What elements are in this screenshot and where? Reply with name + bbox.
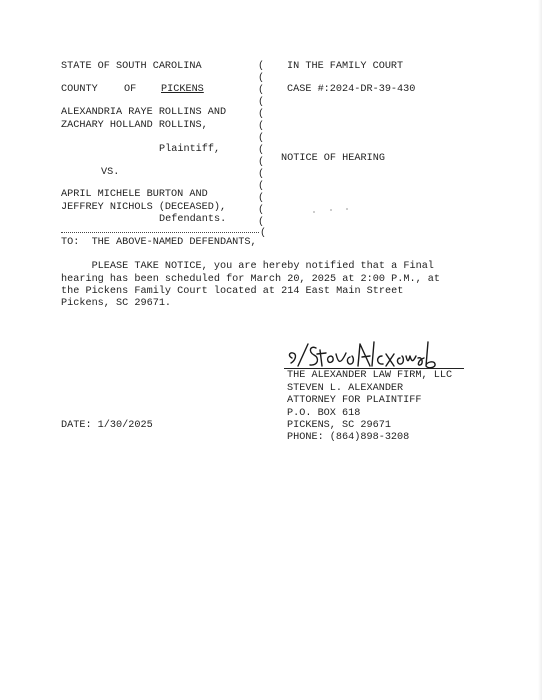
caption-paren: ( (258, 85, 265, 96)
signature-line (284, 368, 464, 369)
plaintiff-role: Plaintiff, (159, 144, 221, 155)
scan-speck (330, 209, 332, 211)
attorney-role: ATTORNEY FOR PLAINTIFF (287, 395, 422, 406)
caption-paren: ( (258, 133, 265, 144)
caption-paren: ( (258, 157, 265, 168)
case-number: CASE #:2024-DR-39-430 (287, 84, 416, 95)
date-line: DATE: 1/30/2025 (61, 420, 153, 431)
caption-paren: ( (258, 73, 265, 84)
document-title: NOTICE OF HEARING (281, 153, 385, 164)
county-label: COUNTY (61, 84, 98, 95)
county-name: PICKENS (161, 84, 204, 95)
caption-paren: ( (258, 217, 265, 228)
caption-paren: ( (258, 205, 265, 216)
caption-divider (61, 232, 259, 233)
firm-name: THE ALEXANDER LAW FIRM, LLC (287, 370, 453, 381)
caption-paren: ( (258, 181, 265, 192)
scan-edge-shadow (538, 0, 542, 700)
scan-speck (346, 208, 348, 210)
caption-paren: ( (260, 228, 267, 239)
county-of: OF (124, 84, 137, 95)
notice-body-line: PLEASE TAKE NOTICE, you are hereby notified that a Final (61, 261, 434, 272)
plaintiff-name-line1: ALEXANDRIA RAYE ROLLINS AND (61, 107, 227, 118)
caption-paren: ( (258, 121, 265, 132)
caption-paren: ( (258, 169, 265, 180)
defendant-name-line2: JEFFREY NICHOLS (DECEASED), (61, 202, 227, 213)
caption-paren: ( (258, 61, 265, 72)
state-label: STATE OF SOUTH CAROLINA (61, 61, 202, 72)
caption-paren: ( (258, 193, 265, 204)
city-state-zip: PICKENS, SC 29671 (287, 420, 391, 431)
notice-body-line: Pickens, SC 29671. (61, 298, 172, 309)
scan-speck (313, 211, 315, 213)
phone-number: PHONE: (864)898-3208 (287, 432, 410, 443)
caption-paren: ( (258, 109, 265, 120)
plaintiff-name-line2: ZACHARY HOLLAND ROLLINS, (61, 120, 208, 131)
notice-body-line: hearing has been scheduled for March 20, 2025 at 2:00 P.M., at (61, 274, 441, 285)
addressee-line: TO: THE ABOVE-NAMED DEFENDANTS, (61, 237, 257, 248)
caption-paren: ( (258, 97, 265, 108)
court-label: IN THE FAMILY COURT (287, 61, 404, 72)
po-box: P.O. BOX 618 (287, 408, 361, 419)
defendant-role: Defendants. (159, 214, 227, 225)
notice-body-line: the Pickens Family Court located at 214 East Main Street (61, 286, 404, 297)
attorney-name: STEVEN L. ALEXANDER (287, 383, 404, 394)
defendant-name-line1: APRIL MICHELE BURTON AND (61, 189, 208, 200)
versus: VS. (101, 167, 120, 178)
caption-paren: ( (258, 145, 265, 156)
